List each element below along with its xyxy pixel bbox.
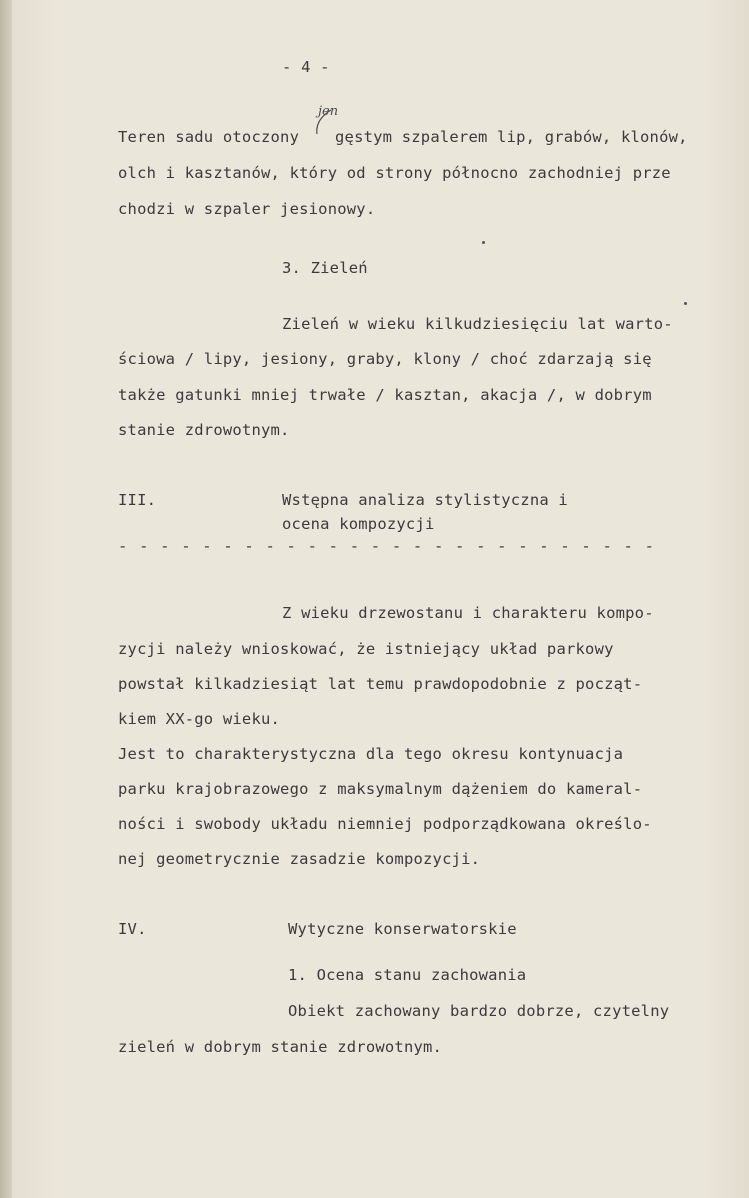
page-binding-edge [0, 0, 12, 1198]
text-line: Teren sadu otoczony [118, 128, 300, 146]
section-number: IV. [118, 920, 147, 938]
text-line: Obiekt zachowany bardzo dobrze, czytelny [288, 1002, 670, 1020]
subsection-heading: 3. Zieleń [282, 259, 368, 277]
text-line: Zieleń w wieku kilkudziesięciu lat warto- [282, 315, 673, 333]
text-line: parku krajobrazowego z maksymalnym dążeniem do kameral- [118, 780, 643, 798]
text-line: olch i kasztanów, który od strony północno zachodniej prze [118, 164, 671, 182]
text-line: nej geometrycznie zasadzie kompozycji. [118, 850, 481, 868]
text-line: chodzi w szpaler jesionowy. [118, 200, 376, 218]
text-line: kiem XX-go wieku. [118, 710, 281, 728]
text-line: ności i swobody układu niemniej podporządkowana określo- [118, 815, 652, 833]
section-title: Wytyczne konserwatorskie [288, 920, 517, 938]
text-line: gęstym szpalerem lip, grabów, klonów, [335, 128, 688, 146]
text-line: powstał kilkadziesiąt lat temu prawdopodobnie z począt- [118, 675, 643, 693]
section-title: Wstępna analiza stylistyczna i [282, 491, 568, 509]
text-line: zycji należy wnioskować, że istniejący układ parkowy [118, 640, 614, 658]
text-line: zieleń w dobrym stanie zdrowotnym. [118, 1038, 443, 1056]
page-number: - 4 - [282, 58, 330, 76]
text-line: ściowa / lipy, jesiony, graby, klony / choć zdarzają się [118, 350, 652, 368]
dashed-rule: - - - - - - - - - - - - - - - - - - - - - - - - - - [118, 537, 656, 555]
paper-speck [684, 302, 687, 305]
text-line: Jest to charakterystyczna dla tego okresu kontynuacja [118, 745, 624, 763]
section-number: III. [118, 491, 157, 509]
section-title: ocena kompozycji [282, 515, 435, 533]
text-line: także gatunki mniej trwałe / kasztan, akacja /, w dobrym [118, 386, 652, 404]
insertion-mark-icon [311, 108, 335, 136]
text-line: stanie zdrowotnym. [118, 421, 290, 439]
handwritten-insertion: jen [318, 104, 339, 119]
subsection-heading: 1. Ocena stanu zachowania [288, 966, 527, 984]
paper-speck [482, 241, 485, 244]
text-line: Z wieku drzewostanu i charakteru kompo- [282, 604, 654, 622]
